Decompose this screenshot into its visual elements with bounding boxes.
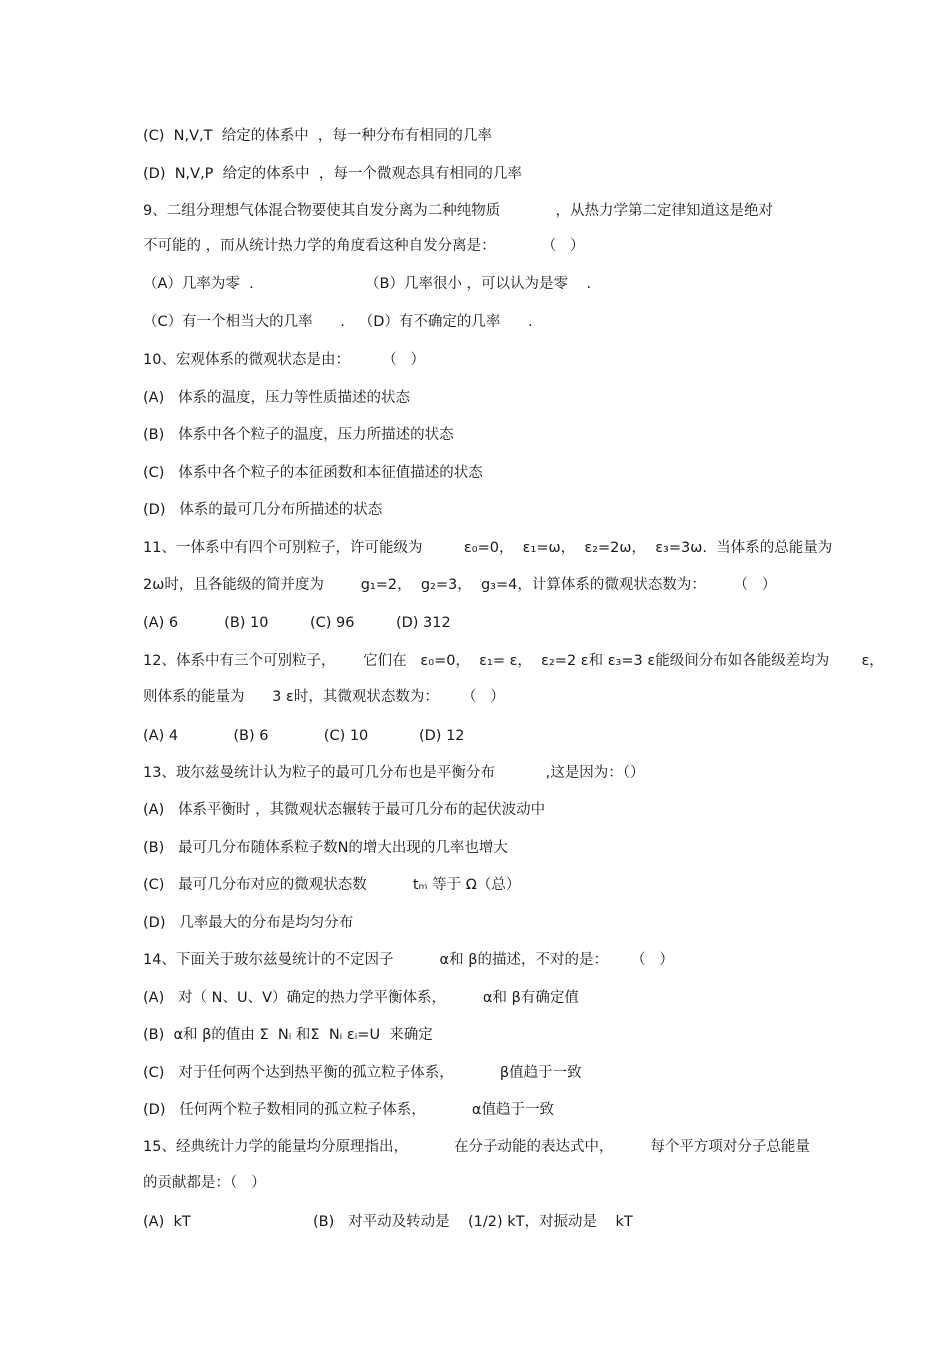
text-line: (A) 4 (B) 6 (C) 10 (D) 12 — [143, 728, 465, 744]
text-line: (A) 体系平衡时 ，其微观状态辗转于最可几分布的起伏波动中 — [143, 802, 546, 818]
text-line: 11、一体系中有四个可别粒子，许可能级为 ε₀=0， ε₁=ω， ε₂=2ω， ε₃=3ω. 当体系的总能量为 — [143, 540, 833, 556]
text-line: （A）几率为零 . — [143, 276, 254, 292]
text-line: (A) 6 (B) 10 (C) 96 (D) 312 — [143, 615, 451, 631]
text-line: 2ω时，且各能级的简并度为 g₁=2， g₂=3， g₃=4，计算体系的微观状态数为： （ ） — [143, 577, 777, 593]
text-line: 不可能的 ，而从统计热力学的角度看这种自发分离是： （ ） — [143, 238, 585, 254]
text-line: 14、下面关于玻尔兹曼统计的不定因子 α和 β的描述，不对的是： （ ） — [143, 952, 674, 968]
text-line: (D) 几率最大的分布是均匀分布 — [143, 915, 354, 931]
text-line: (A) 对（ N、U、V）确定的热力学平衡体系， α和 β有确定值 — [143, 990, 579, 1006]
text-line: 9、二组分理想气体混合物要使其自发分离为二种纯物质 ，从热力学第二定律知道这是绝对 — [143, 203, 774, 219]
text-line: (B) 体系中各个粒子的温度，压力所描述的状态 — [143, 427, 454, 443]
text-line: (D) 体系的最可几分布所描述的状态 — [143, 502, 383, 518]
text-line: (C) 体系中各个粒子的本征函数和本征值描述的状态 — [143, 465, 483, 481]
text-line: (B) α和 β的值由 Σ Nᵢ 和Σ Nᵢ εᵢ=U 来确定 — [143, 1027, 433, 1043]
text-line: （C）有一个相当大的几率 . （D）有不确定的几率 . — [143, 314, 533, 330]
text-line: (C) 最可几分布对应的微观状态数 tₘ 等于 Ω（总） — [143, 877, 521, 893]
text-line: 的贡献都是：（ ） — [143, 1175, 266, 1191]
text-line: (D) N,V,P 给定的体系中 ，每一个微观态具有相同的几率 — [143, 166, 522, 182]
text-line: 13、玻尔兹曼统计认为粒子的最可几分布也是平衡分布 ,这是因为：（） — [143, 765, 645, 781]
text-line: (D) 任何两个粒子数相同的孤立粒子体系， α值趋于一致 — [143, 1102, 554, 1118]
text-line: (A) 体系的温度，压力等性质描述的状态 — [143, 390, 411, 406]
text-line: 15、经典统计力学的能量均分原理指出， 在分子动能的表达式中， 每个平方项对分子总能量 — [143, 1139, 810, 1155]
text-line: (C) 对于任何两个达到热平衡的孤立粒子体系， β值趋于一致 — [143, 1065, 582, 1081]
text-line: 则体系的能量为 3 ε时，其微观状态数为： （ ） — [143, 689, 505, 705]
text-line: (B) 对平动及转动是 (1/2) kT，对振动是 kT — [313, 1214, 633, 1230]
text-line: 12、体系中有三个可别粒子， 它们在 ε₀=0， ε₁= ε， ε₂=2 ε和 ε₃=3 ε能级间分布如各能级差均为 ε， — [143, 653, 884, 669]
text-line: 10、宏观体系的微观状态是由： （ ） — [143, 352, 426, 368]
text-line: (B) 最可几分布随体系粒子数N的增大出现的几率也增大 — [143, 840, 508, 856]
text-line: (C) N,V,T 给定的体系中 ，每一种分布有相同的几率 — [143, 128, 492, 144]
text-line: (A) kT — [143, 1214, 191, 1230]
text-line: （B）几率很小 ，可以认为是零 . — [365, 276, 592, 292]
